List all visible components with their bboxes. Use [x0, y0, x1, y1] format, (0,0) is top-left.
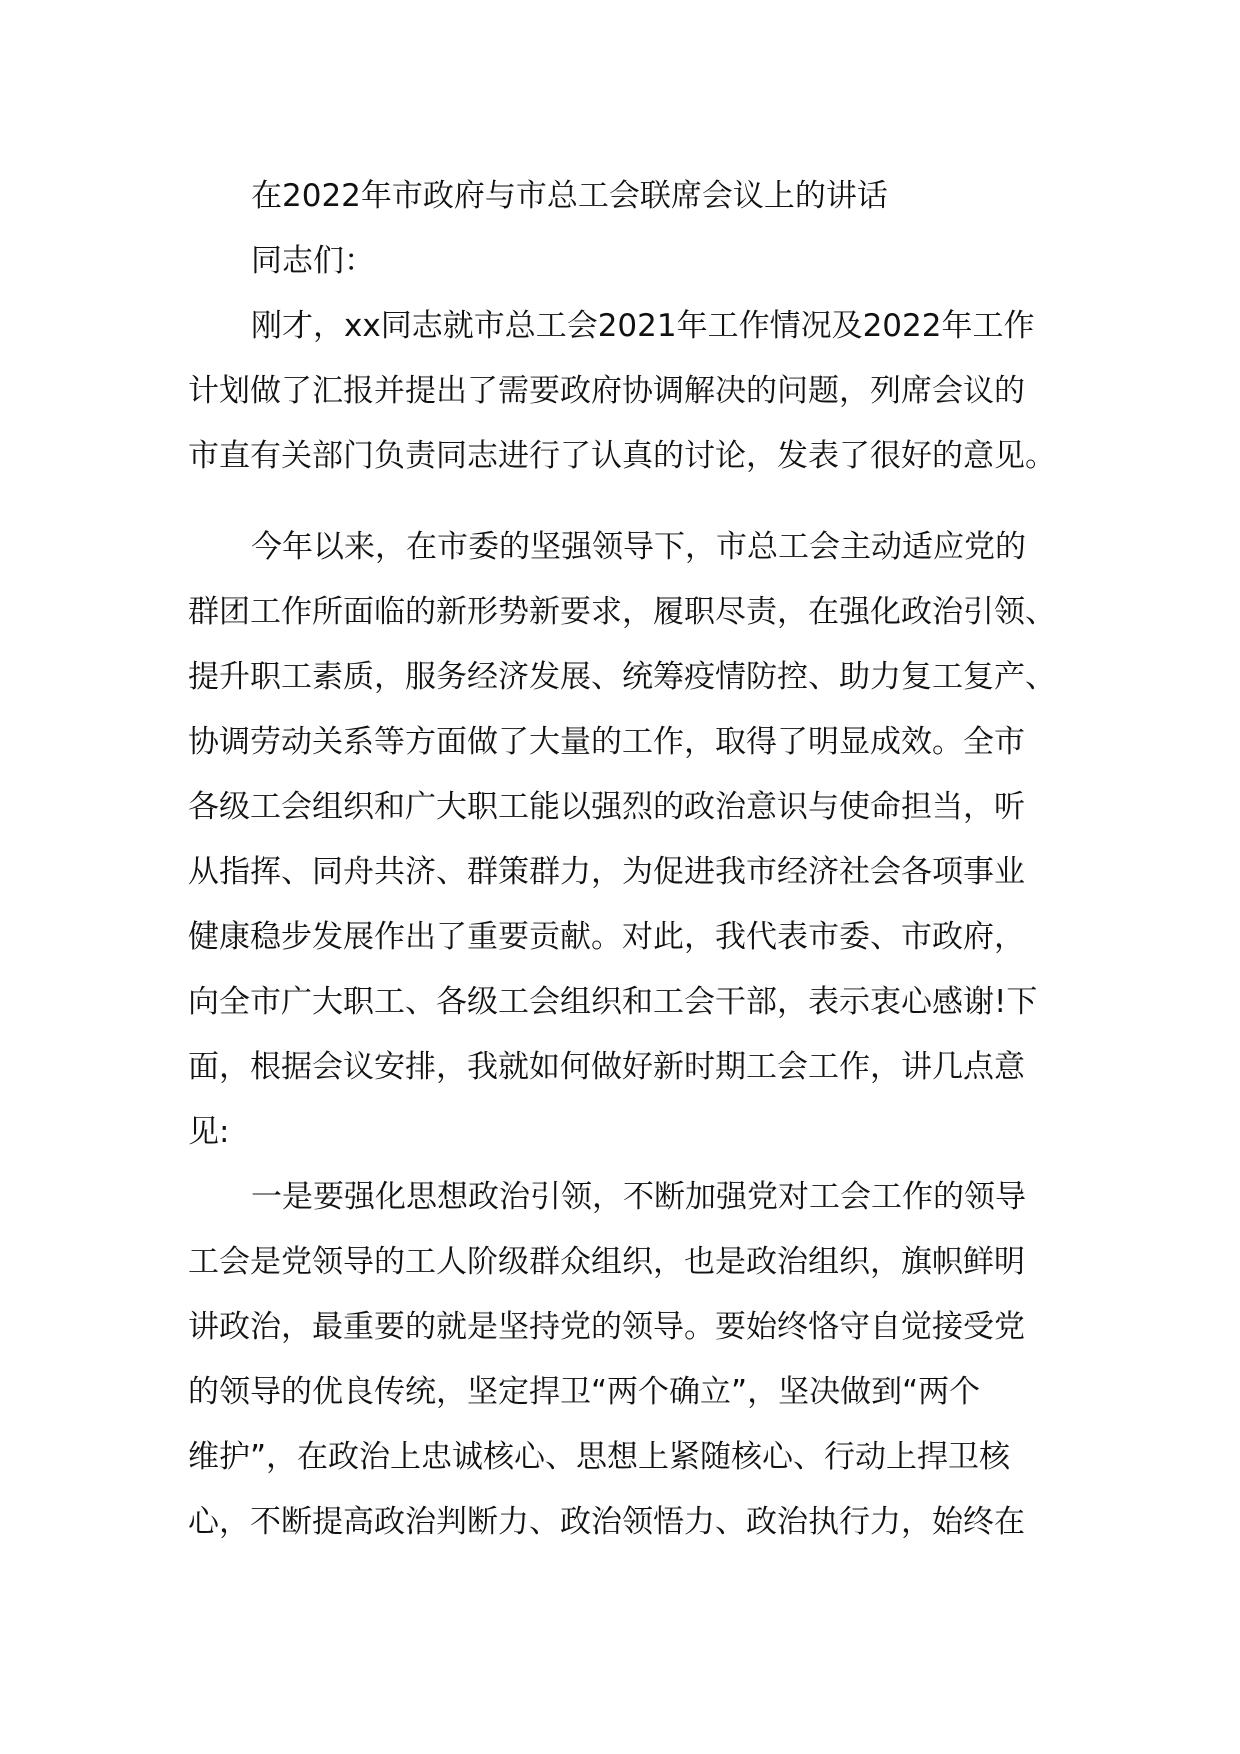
- paragraph-line: 见:: [188, 1114, 230, 1150]
- paragraph-line: 讲政治，最重要的就是坚持党的领导。要始终恪守自觉接受党: [188, 1309, 1025, 1345]
- paragraph-line: 一是要强化思想政治引领，不断加强党对工会工作的领导: [251, 1179, 1026, 1215]
- paragraph-line: 工会是党领导的工人阶级群众组织，也是政治组织，旗帜鲜明: [188, 1244, 1025, 1280]
- paragraph-line: 健康稳步发展作出了重要贡献。对此，我代表市委、市政府，: [188, 919, 1025, 955]
- salutation: 同志们：: [251, 243, 375, 279]
- paragraph-line: 面，根据会议安排，我就如何做好新时期工会工作，讲几点意: [188, 1049, 1025, 1085]
- document-title: 在2022年市政府与市总工会联席会议上的讲话: [251, 178, 888, 214]
- paragraph-line: 心，不断提高政治判断力、政治领悟力、政治执行力，始终在: [188, 1504, 1025, 1540]
- paragraph-line: 协调劳动关系等方面做了大量的工作，取得了明显成效。全市: [188, 724, 1025, 760]
- paragraph-line: 向全市广大职工、各级工会组织和工会干部，表示衷心感谢!下: [188, 984, 1038, 1020]
- paragraph-1: [188, 294, 1068, 489]
- paragraph-line: 的领导的优良传统，坚定捍卫“两个确立”，坚决做到“两个: [188, 1374, 981, 1410]
- document-body: [188, 164, 1068, 1555]
- paragraph-line: 提升职工素质，服务经济发展、统筹疫情防控、助力复工复产、: [188, 659, 1056, 695]
- paragraph-line: 各级工会组织和广大职工能以强烈的政治意识与使命担当，听: [188, 789, 1025, 825]
- paragraph-line: 市直有关部门负责同志进行了认真的讨论，发表了很好的意见。: [188, 438, 1056, 474]
- paragraph-line: 维护”，在政治上忠诚核心、思想上紧随核心、行动上捍卫核: [188, 1439, 1011, 1475]
- paragraph-3: [188, 1165, 1068, 1555]
- paragraph-line: 刚才，xx同志就市总工会2021年工作情况及2022年工作: [251, 308, 1035, 344]
- paragraph-line: 群团工作所面临的新形势新要求，履职尽责，在强化政治引领、: [188, 594, 1056, 630]
- paragraph-gap: [188, 489, 1068, 515]
- paragraph-line: 从指挥、同舟共济、群策群力，为促进我市经济社会各项事业: [188, 854, 1025, 890]
- paragraph-line: 计划做了汇报并提出了需要政府协调解决的问题，列席会议的: [188, 373, 1025, 409]
- paragraph-2: [188, 515, 1068, 1165]
- paragraph-line: 今年以来，在市委的坚强领导下，市总工会主动适应党的: [251, 529, 1026, 565]
